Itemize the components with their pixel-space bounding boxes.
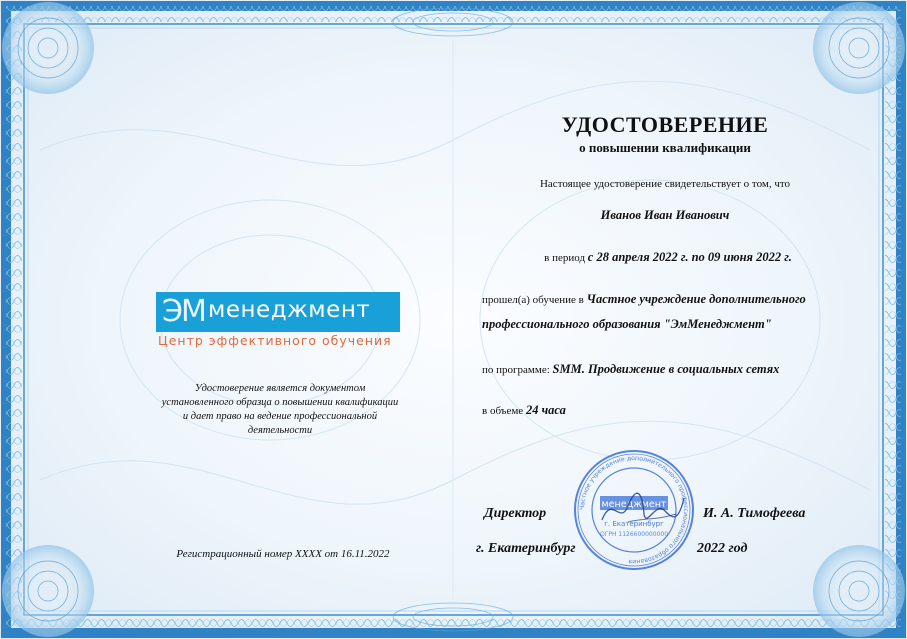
director-name: И. А. Тимофеева <box>703 506 806 521</box>
period-line <box>478 250 858 265</box>
certificate-title: УДОСТОВЕРЕНИЕ <box>561 112 769 137</box>
logo-tagline: Центр эффективного обучения <box>158 333 392 348</box>
stamp-city: г. Екатеринбург <box>604 520 664 528</box>
legal-note-line-1: Удостоверение является документом <box>194 383 366 394</box>
org-name-line-2: профессионального образования "ЭмМенеджмент" <box>482 317 772 331</box>
stamp-logo-text: менеджмент <box>601 499 667 510</box>
issue-year: 2022 год <box>697 541 748 556</box>
issue-city: г. Екатеринбург <box>476 541 576 556</box>
legal-note-line-3: и дает право на ведение профессиональной деятельности <box>182 411 378 436</box>
volume-value: 24 часа <box>525 403 566 417</box>
logo-mark: ЭМ <box>162 294 205 329</box>
period-label: в период <box>544 252 586 264</box>
legal-note-line-2: установленного образца о повышении квалификации <box>161 397 399 408</box>
volume-label: в объеме <box>482 405 524 417</box>
certificate-subtitle: о повышении квалификации <box>579 140 751 155</box>
company-logo <box>156 292 404 352</box>
registration-number: Регистрационный номер XXXX от 16.11.2022 <box>176 548 390 560</box>
director-label: Директор <box>484 506 547 521</box>
director-signature <box>598 484 688 534</box>
program-value: SMM. Продвижение в социальных сетях <box>552 362 780 376</box>
volume-line <box>482 403 566 418</box>
org-name-line-1: Частное учреждение дополнительного <box>586 292 806 306</box>
period-value: с 28 апреля 2022 г. по 09 июня 2022 г. <box>587 250 792 264</box>
recipient-name: Иванов Иван Иванович <box>600 208 730 222</box>
stamp-ring-text: Частное учреждение дополнительного профессионального образования <box>578 454 690 566</box>
logo-name: менеджмент <box>208 297 371 323</box>
stamp-ogrn: ОГРН 1126600000000 <box>599 531 669 538</box>
program-label: по программе: <box>482 364 550 376</box>
intro-text: Настоящее удостоверение свидетельствует о том, что <box>539 178 791 190</box>
program-line <box>482 362 779 377</box>
legal-note <box>150 382 410 438</box>
passed-label: прошел(а) обучение в <box>482 294 584 306</box>
training-org-line <box>482 292 806 307</box>
